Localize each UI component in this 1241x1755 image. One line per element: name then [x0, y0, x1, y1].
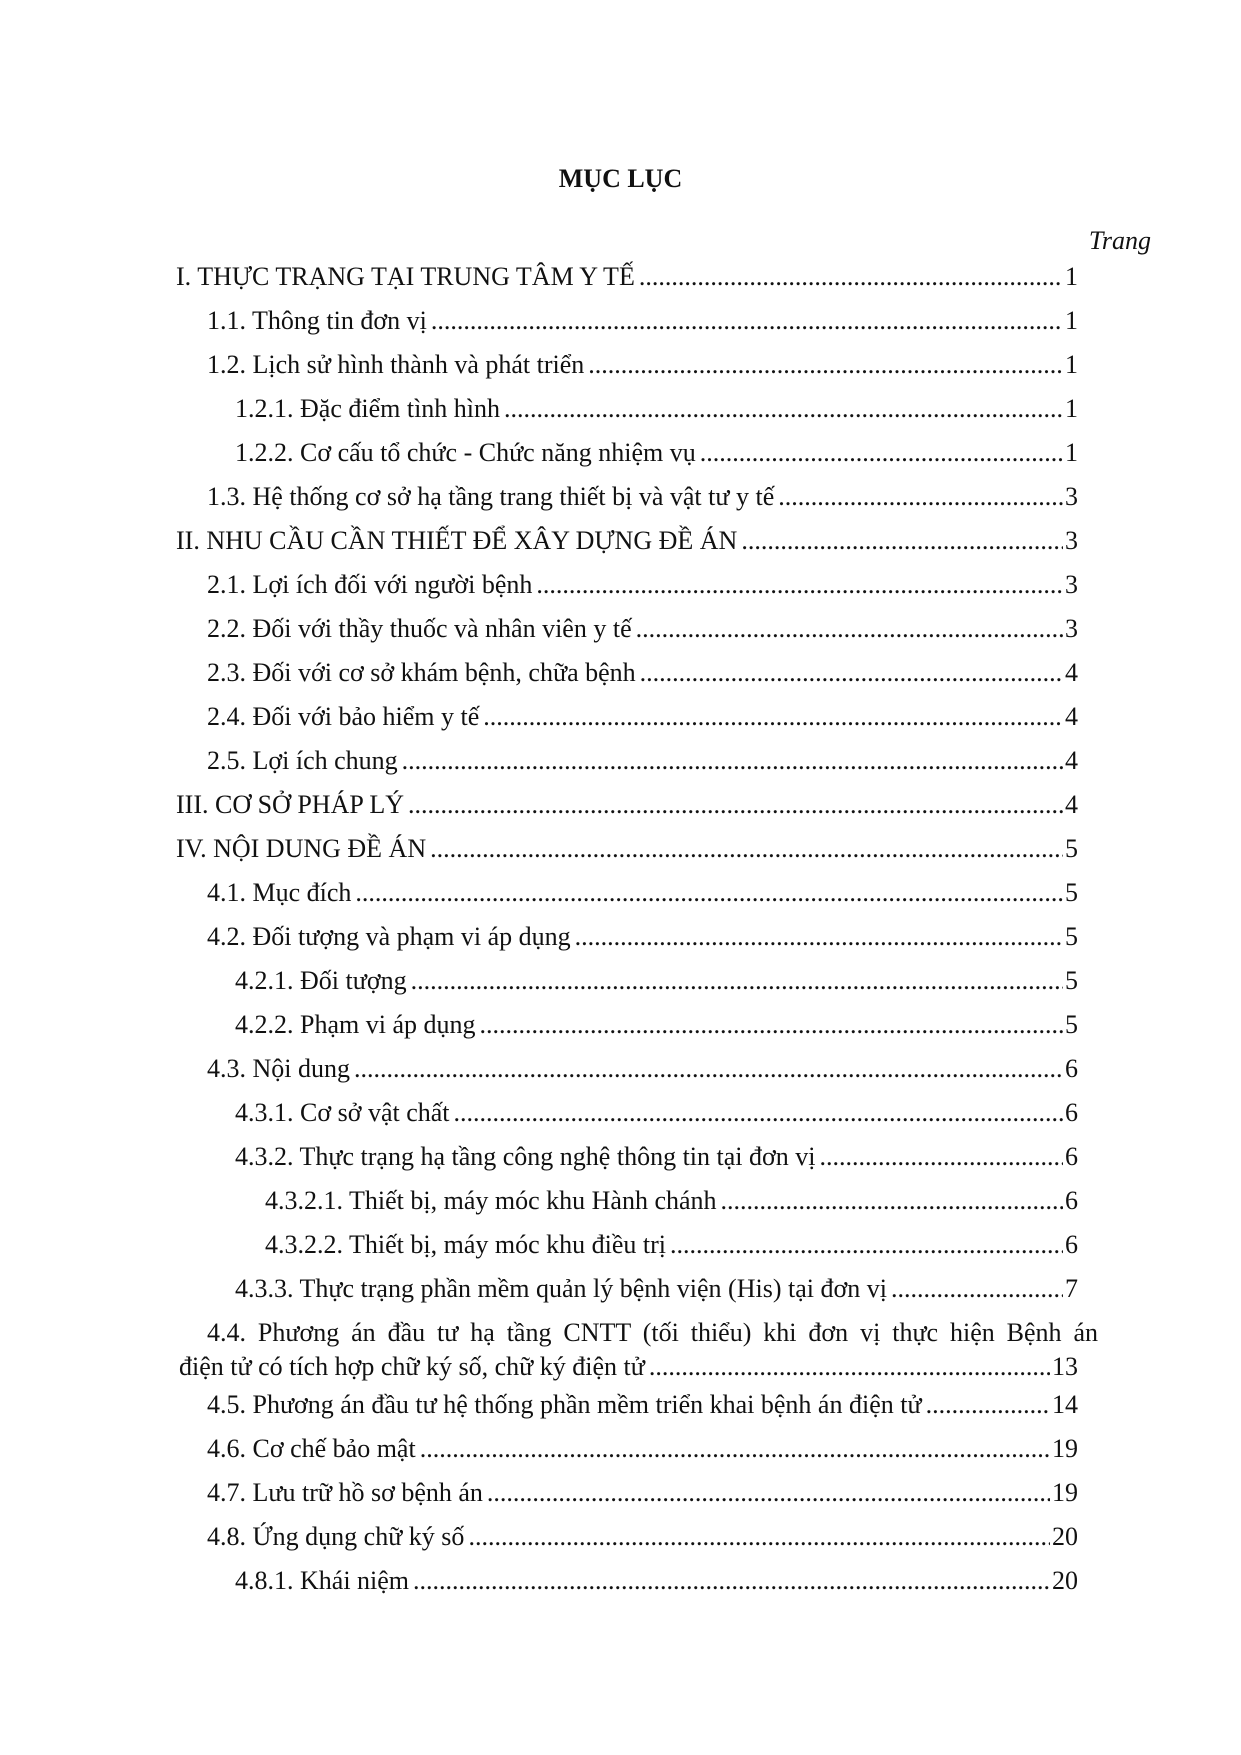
toc-entry-text: 4.1. Mục đích	[207, 878, 352, 907]
toc-entry[interactable]	[0, 915, 1241, 959]
toc-entry[interactable]	[0, 387, 1241, 431]
toc-entry-page: 4	[1065, 702, 1078, 731]
toc-entry[interactable]	[0, 475, 1241, 519]
toc-entry-page: 5	[1065, 966, 1078, 995]
toc-leader-dots	[431, 299, 1063, 343]
toc-entry[interactable]	[0, 1179, 1241, 1223]
toc-leader-dots	[639, 255, 1063, 299]
toc-entry-text: 2.5. Lợi ích chung	[207, 746, 398, 775]
toc-entry[interactable]	[0, 783, 1241, 827]
toc-entry-page: 13	[1052, 1352, 1078, 1381]
toc-entry[interactable]	[0, 431, 1241, 475]
toc-entry[interactable]	[0, 299, 1241, 343]
toc-entry-text-cont: điện tử có tích hợp chữ ký số, chữ ký điện tử	[179, 1352, 645, 1381]
toc-entry-text: 2.3. Đối với cơ sở khám bệnh, chữa bệnh	[207, 658, 636, 687]
toc-entry-text: 1.2.2. Cơ cấu tổ chức - Chức năng nhiệm vụ	[235, 438, 696, 467]
toc-entry[interactable]	[0, 1223, 1241, 1267]
toc-entry-page: 1	[1065, 306, 1078, 335]
toc-entry-page: 3	[1065, 614, 1078, 643]
toc-entry-text: 4.3. Nội dung	[207, 1054, 350, 1083]
toc-leader-dots	[588, 343, 1063, 387]
toc-entry[interactable]	[0, 563, 1241, 607]
toc-entry-page: 1	[1065, 262, 1078, 291]
toc-entry[interactable]	[0, 1427, 1241, 1471]
page-column-label: Trang	[1088, 226, 1151, 255]
toc-leader-dots	[575, 915, 1063, 959]
toc-leader-dots	[413, 1559, 1050, 1603]
toc-entry-text: 4.4. Phương án đầu tư hạ tầng CNTT (tối thiểu) khi đơn vị thực hiện Bệnh án	[207, 1318, 1098, 1347]
toc-leader-dots	[649, 1350, 1050, 1384]
toc-entry[interactable]	[0, 255, 1241, 299]
toc-entry-page: 14	[1052, 1390, 1078, 1419]
toc-leader-dots	[640, 651, 1063, 695]
table-of-contents	[0, 255, 1241, 1603]
toc-leader-dots	[504, 387, 1063, 431]
toc-entry-page: 6	[1065, 1142, 1078, 1171]
toc-entry[interactable]	[0, 739, 1241, 783]
toc-entry[interactable]	[0, 959, 1241, 1003]
toc-entry-text: 4.2. Đối tượng và phạm vi áp dụng	[207, 922, 571, 951]
toc-entry-text: 4.3.3. Thực trạng phần mềm quản lý bệnh viện (His) tại đơn vị	[235, 1274, 887, 1303]
toc-leader-dots	[819, 1135, 1063, 1179]
toc-leader-dots	[480, 1003, 1064, 1047]
toc-leader-dots	[483, 695, 1063, 739]
toc-entry-text: 4.8. Ứng dụng chữ ký số	[207, 1522, 465, 1551]
toc-entry-page: 20	[1052, 1566, 1078, 1595]
toc-entry-page: 4	[1065, 790, 1078, 819]
toc-leader-dots	[454, 1091, 1063, 1135]
toc-entry-page: 7	[1065, 1274, 1078, 1303]
toc-entry-page: 19	[1052, 1478, 1078, 1507]
toc-entry[interactable]	[0, 1047, 1241, 1091]
toc-leader-dots	[468, 1515, 1050, 1559]
toc-entry-page: 4	[1065, 658, 1078, 687]
toc-leader-dots	[670, 1223, 1063, 1267]
toc-leader-dots	[487, 1471, 1050, 1515]
toc-entry-text: 4.7. Lưu trữ hồ sơ bệnh án	[207, 1478, 483, 1507]
toc-leader-dots	[411, 959, 1063, 1003]
toc-entry-page: 6	[1065, 1098, 1078, 1127]
toc-entry[interactable]	[0, 1135, 1241, 1179]
toc-leader-dots	[420, 1427, 1050, 1471]
toc-entry[interactable]	[0, 1267, 1241, 1311]
toc-entry-text: 2.4. Đối với bảo hiểm y tế	[207, 702, 480, 731]
toc-entry[interactable]	[0, 871, 1241, 915]
toc-entry[interactable]	[0, 519, 1241, 563]
toc-leader-dots	[721, 1179, 1063, 1223]
toc-entry-text: 2.1. Lợi ích đối với người bệnh	[207, 570, 533, 599]
toc-entry-text: 4.3.2.2. Thiết bị, máy móc khu điều trị	[265, 1230, 667, 1259]
toc-leader-dots	[354, 1047, 1063, 1091]
toc-leader-dots	[355, 871, 1063, 915]
toc-entry-page: 1	[1065, 394, 1078, 423]
toc-entry-text: 4.3.1. Cơ sở vật chất	[235, 1098, 450, 1127]
toc-entry-page: 20	[1052, 1522, 1078, 1551]
toc-leader-dots	[700, 431, 1063, 475]
toc-entry-text: 1.1. Thông tin đơn vị	[207, 306, 427, 335]
toc-entry-text: 4.2.1. Đối tượng	[235, 966, 407, 995]
toc-leader-dots	[741, 519, 1063, 563]
toc-entry-page: 3	[1065, 526, 1078, 555]
toc-entry[interactable]	[0, 1311, 1241, 1383]
toc-leader-dots	[636, 607, 1063, 651]
toc-entry[interactable]	[0, 651, 1241, 695]
toc-entry-text: 4.6. Cơ chế bảo mật	[207, 1434, 416, 1463]
toc-entry-text: II. NHU CẦU CẦN THIẾT ĐỂ XÂY DỰNG ĐỀ ÁN	[176, 526, 738, 555]
toc-entry-text: 4.2.2. Phạm vi áp dụng	[235, 1010, 476, 1039]
page-title: MỤC LỤC	[558, 164, 683, 193]
toc-entry[interactable]	[0, 695, 1241, 739]
toc-entry[interactable]	[0, 1515, 1241, 1559]
toc-entry-text: 1.2.1. Đặc điểm tình hình	[235, 394, 501, 423]
toc-leader-dots	[536, 563, 1063, 607]
toc-entry-page: 3	[1065, 570, 1078, 599]
toc-entry-continuation	[179, 1350, 1078, 1384]
toc-entry-page: 5	[1065, 878, 1078, 907]
toc-entry-page: 5	[1065, 922, 1078, 951]
toc-entry[interactable]	[0, 343, 1241, 387]
toc-entry-page: 1	[1065, 438, 1078, 467]
toc-entry-page: 5	[1065, 1010, 1078, 1039]
toc-entry-text: III. CƠ SỞ PHÁP LÝ	[176, 790, 404, 819]
toc-entry[interactable]	[0, 1003, 1241, 1047]
toc-entry-text: 4.3.2.1. Thiết bị, máy móc khu Hành chánh	[265, 1186, 717, 1215]
toc-entry-page: 19	[1052, 1434, 1078, 1463]
toc-entry-text: 4.5. Phương án đầu tư hệ thống phần mềm triển khai bệnh án điện tử	[207, 1390, 922, 1419]
toc-entry-text: 1.3. Hệ thống cơ sở hạ tầng trang thiết bị và vật tư y tế	[207, 482, 775, 511]
toc-entry-text: 4.8.1. Khái niệm	[235, 1566, 410, 1595]
toc-entry-page: 6	[1065, 1186, 1078, 1215]
toc-entry-text: I. THỰC TRẠNG TẠI TRUNG TÂM Y TẾ	[176, 262, 635, 291]
toc-leader-dots	[402, 739, 1063, 783]
toc-entry-text: 2.2. Đối với thầy thuốc và nhân viên y tế	[207, 614, 632, 643]
toc-leader-dots	[430, 827, 1063, 871]
toc-leader-dots	[408, 783, 1063, 827]
toc-entry-page: 6	[1065, 1230, 1078, 1259]
toc-entry-page: 5	[1065, 834, 1078, 863]
toc-entry-page: 3	[1065, 482, 1078, 511]
toc-entry[interactable]	[0, 607, 1241, 651]
toc-entry[interactable]	[0, 1559, 1241, 1603]
toc-entry[interactable]	[0, 1471, 1241, 1515]
toc-leader-dots	[926, 1383, 1050, 1427]
toc-entry[interactable]	[0, 827, 1241, 871]
toc-entry-text: 4.3.2. Thực trạng hạ tầng công nghệ thông tin tại đơn vị	[235, 1142, 816, 1171]
toc-entry-page: 4	[1065, 746, 1078, 775]
toc-leader-dots	[778, 475, 1063, 519]
toc-entry-text: 1.2. Lịch sử hình thành và phát triển	[207, 350, 585, 379]
toc-leader-dots	[891, 1267, 1063, 1311]
toc-entry[interactable]	[0, 1383, 1241, 1427]
toc-entry-page: 1	[1065, 350, 1078, 379]
toc-entry[interactable]	[0, 1091, 1241, 1135]
toc-entry-text: IV. NỘI DUNG ĐỀ ÁN	[176, 834, 427, 863]
toc-entry-page: 6	[1065, 1054, 1078, 1083]
